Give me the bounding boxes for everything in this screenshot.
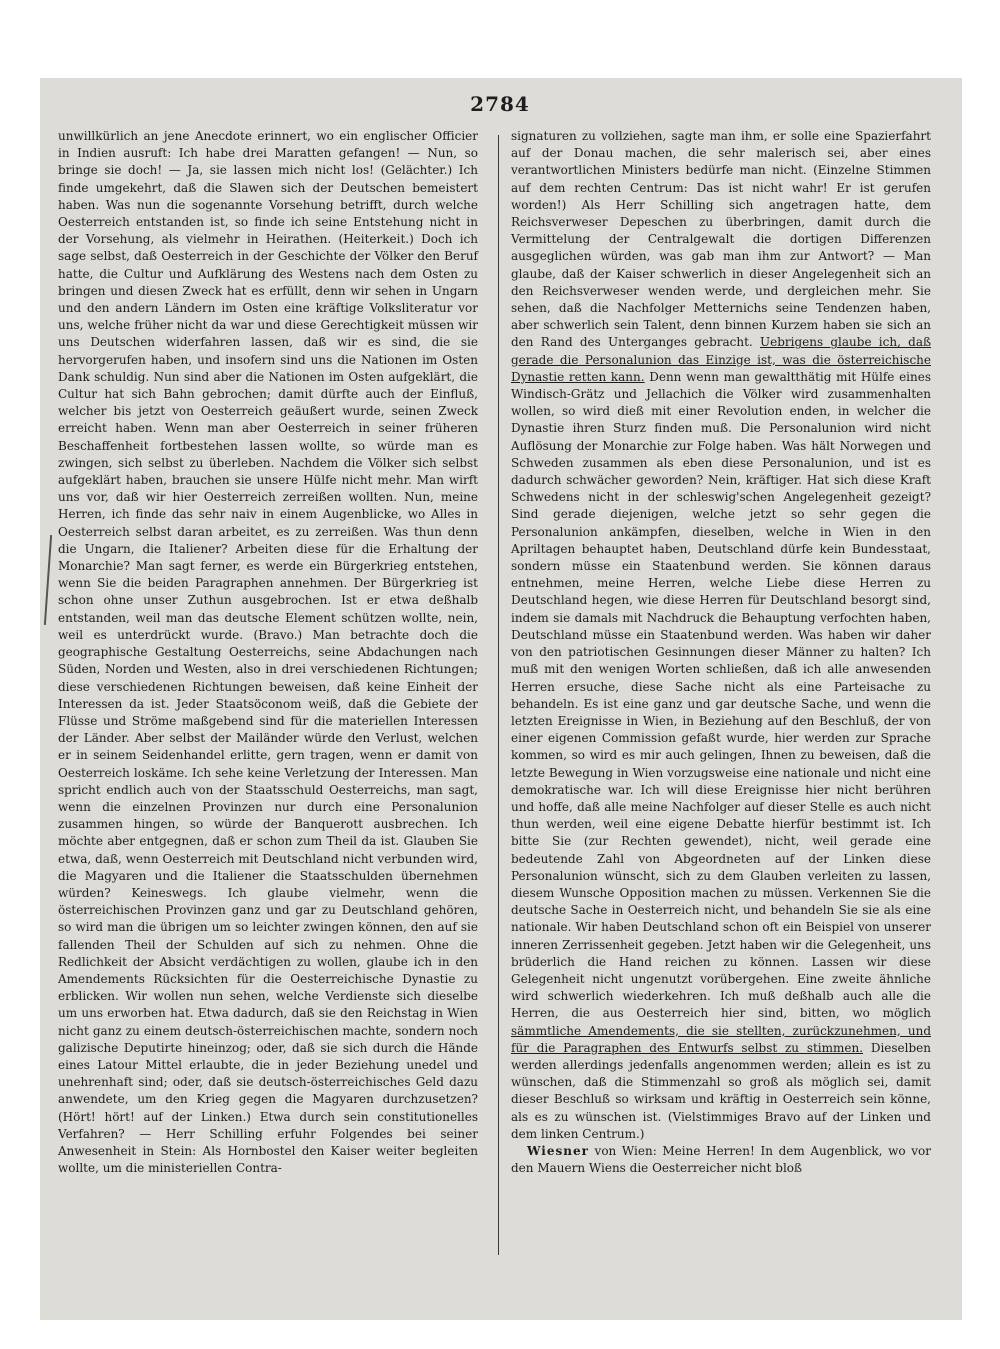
speech-start: von Wien: Meine Herren! In dem Augenblick, wo vor den Mauern Wiens die Oesterreicher nicht bloß	[511, 1143, 931, 1176]
left-column-text: unwillkürlich an jene Anecdote erinnert, wo ein englischer Officier in Indien ausruft: Ich habe drei Maratten gefangen! — Nun, so bringe sie doch! — Ja, sie lassen mich nicht los! (Gelächter.) Ich finde umgekehrt, daß die Slawen sich der Deutschen bemeistert haben. Was nun die sogenannte Vorsehung betrifft, durch welche Oesterreich entstanden ist, so finde ich seine Entstehung nicht in der Vorsehung, als vielmehr in Heirathen. (Heiterkeit.) Doch ich sage selbst, daß Oesterreich in der Geschichte der Völker den Beruf hatte, die Cultur und Aufklärung des Westens nach dem Osten zu bringen und diesen Zweck hat es erfüllt, denn wir sehen in Ungarn und den andern Ländern im Osten eine kräftige Volksliteratur vor uns, welche früher nicht da war und diese Gerechtigkeit müssen wir uns Deutschen widerfahren lassen, daß wir es sind, die sie hervorgerufen haben, und insofern sind uns die Nationen im Osten Dank schuldig. Nun sind aber die Nationen im Osten aufgeklärt, die Cultur hat sich Bahn gebrochen; damit dürfte auch der Einfluß, welcher bis jetzt von Oesterreich geäußert wurde, seinen Zweck erreicht haben. Wenn man aber Oesterreich in seiner früheren Beschaffenheit fortbestehen lassen wollte, so würde man es zwingen, sich selbst zu überleben. Nachdem die Völker sich selbst aufgeklärt haben, brauchen sie unsere Hülfe nicht mehr. Man wirft uns vor, daß wir hier Oesterreich zerreißen wollten. Nun, meine Herren, ich finde das sehr naiv in einem Augenblicke, wo Alles in Oesterreich selbst daran arbeitet, es zu zerreißen. Was thun denn die Ungarn, die Italiener? Arbeiten diese für die Erhaltung der Monarchie? Man sagt ferner, es werde ein Bürgerkrieg entstehen, wenn Sie die beiden Paragraphen annehmen. Der Bürgerkrieg ist schon ohne unser Zuthun ausgebrochen. Ist er etwa deßhalb entstanden, weil man das deutsche Element schützen wollte, nein, weil es unterdrückt wurde. (Bravo.) Man betrachte doch die geographische Gestaltung Oesterreichs, seine Abdachungen nach Süden, Norden und Westen, also in drei verschiedenen Richtungen; diese verschiedenen Richtungen beweisen, daß keine Einheit der Interessen da ist. Jeder Staatsöconom weiß, daß die Gebiete der Flüsse und Ströme maßgebend sind für die materiellen Interessen der Länder. Aber selbst der Mailänder würde den Verlust, welchen er in seinem Seidenhandel erlitte, gern tragen, wenn er damit von Oesterreich loskäme. Ich sehe keine Verletzung der Interessen. Man spricht endlich auch von der Staatsschuld Oesterreichs, man sagt, wenn die einzelnen Provinzen nur durch eine Personalunion zusammen hingen, so würde der Banquerott ausbrechen. Ich möchte aber entgegnen, daß er schon zum Theil da ist. Glauben Sie etwa, daß, wenn Oesterreich mit Deutschland nicht verbunden wird, die Magyaren und die Italiener die Staatsschulden übernehmen würden? Keineswegs. Ich glaube vielmehr, wenn die österreichischen Provinzen ganz und gar zu Deutschland gehören, so wird man die übrigen um so leichter zwingen können, den auf sie fallenden Theil der Schulden auf sich zu nehmen. Ohne die Redlichkeit der Absicht verdächtigen zu wollen, glaube ich in den Amendements Rücksichten für die Oesterreichische Dynastie zu erblicken. Wir wollen nun sehen, welche Verdienste sich dieselbe um uns erworben hat. Etwa dadurch, daß sie den Reichstag in Wien nicht ganz zu einem deutsch-österreichischen machte, sondern noch galizische Deputirte hineinzog; oder, daß sie sich durch die Hände eines Latour Mittel erlaubte, die in jeder Beziehung unedel und unehrenhaft sind; oder, daß sie deutsch-österreichisches Geld dazu anwendete, um den Krieg gegen die Magyaren durchzusetzen? (Hört! hört! auf der Linken.) Etwa durch sein constitutionelles Verfahren? — Herr Schilling erfuhr Folgendes bei seiner Anwesenheit in Stein: Als Hornbostel den Kaiser weiter begleiten wollte, um die ministeriellen Contra-	[58, 129, 478, 1176]
underlined-passage-1: Uebrigens glaube ich, daß gerade die Personalunion das Einzige ist, was die österreichische Dynastie retten kann.	[511, 335, 931, 384]
right-text-1: signaturen zu vollziehen, sagte man ihm, er solle eine Spazierfahrt auf der Donau machen, die sehr malerisch sei, aber eines verantwortlichen Ministers bedürfe man nicht. (Einzelne Stimmen auf dem rechten Centrum: Das ist nicht wahr! Er ist gerufen worden!) Als Herr Schilling sich angetragen hatte, dem Reichsverweser Depeschen zu überbringen, damit durch die Vermittelung der Centralgewalt die dortigen Differenzen ausgeglichen würden, was gab man ihm zur Antwort? — Man glaube, daß der Kaiser schwerlich in dieser Angelegenheit sich an den Reichsverweser wenden werde, und dergleichen mehr. Sie sehen, daß die Nachfolger Metternichs seine Tendenzen haben, aber schwerlich sein Talent, denn binnen Kurzem haben sie sich an den Rand des Unterganges gebracht.	[511, 129, 931, 350]
underlined-passage-2: sämmtliche Amendements, die sie stellten, zurückzunehmen, und für die Paragraphen des Entwurfs selbst zu stimmen.	[511, 1023, 931, 1055]
right-column	[511, 128, 931, 1258]
right-text-3: Dieselben werden allerdings jedenfalls angenommen werden; allein es ist zu wünschen, daß die Stimmenzahl so groß als möglich sei, damit dieser Beschluß so wirksam und kräftig in Oesterreich sein könne, als es zu wünschen ist. (Vielstimmiges Bravo auf der Linken und dem linken Centrum.)	[511, 1040, 932, 1141]
page-number: 2784	[470, 92, 530, 116]
left-column	[58, 128, 478, 1258]
next-speech	[511, 1143, 931, 1177]
right-column-paragraph	[511, 128, 931, 1143]
right-text-2: Denn wenn man gewaltthätig mit Hülfe eines Windisch-Grätz und Jellachich die Völker wird zusammenhalten wollen, so wird dieß mit einer Revolution enden, in welcher die Dynastie ihren Sturz finden muß. Die Personalunion wird nicht Auflösung der Monarchie zur Folge haben. Was hält Norwegen und Schweden zusammen als eben diese Personalunion, und ist es dadurch schwächer geworden? Nein, kräftiger. Hat sich diese Kraft Schwedens nicht in der schleswig'schen Angelegenheit gezeigt? Sind gerade diejenigen, welche jetzt so sehr gegen die Personalunion ankämpfen, dieselben, welche in Wien in den Apriltagen behauptet haben, Deutschland dürfe kein Bundesstaat, sondern müsse ein Staatenbund werden. Sie können daraus entnehmen, meine Herren, welche Liebe diese Herren zu Deutschland hegen, wie diese Herren für Deutschland besorgt sind, indem sie damals mit Nachdruck die Behauptung verfochten haben, Deutschland müsse ein Staatenbund werden. Was haben wir daher von den patriotischen Gesinnungen dieser Männer zu halten? Ich muß mit den wenigen Worten schließen, daß ich alle anwesenden Herren ersuche, diese Sache nicht als eine Parteisache zu behandeln. Es ist eine ganz und gar deutsche Sache, und wenn die letzten Ereignisse in Wien, in Beziehung auf den Beschluß, der von einer eigenen Commission gefaßt wurde, hier werden zur Sprache kommen, so wird es mir auch gelingen, Ihnen zu beweisen, daß die letzte Bewegung in Wien vorzugsweise eine nationale und nicht eine demokratische war. Ich will diese Ereignisse hier nicht berühren und hoffe, daß alle meine Nachfolger auf dieser Stelle es auch nicht thun werden, weil eine eigene Debatte hierfür bestimmt ist. Ich bitte Sie (zur Rechten gewendet), nicht, weil gerade eine bedeutende Zahl von Abgeordneten auf der Linken diese Personalunion wünscht, sich zu dem Glauben verleiten zu lassen, diesem Wunsche Opposition machen zu müssen. Verkennen Sie die deutsche Sache in Oesterreich nicht, und behandeln Sie sie als eine nationale. Wir haben Deutschland schon oft ein Beispiel von unserer inneren Zerrissenheit gegeben. Jetzt haben wir die Gelegenheit, uns brüderlich die Hand reichen zu können. Lassen wir diese Gelegenheit nicht ungenutzt vorübergehen. Eine zweite ähnliche wird schwerlich wiederkehren. Ich muß deßhalb auch alle die Herren, die aus Oesterreich hier sind, bitten, wo möglich	[511, 369, 931, 1021]
column-divider	[498, 135, 499, 1255]
speaker-name: Wiesner	[527, 1143, 589, 1158]
